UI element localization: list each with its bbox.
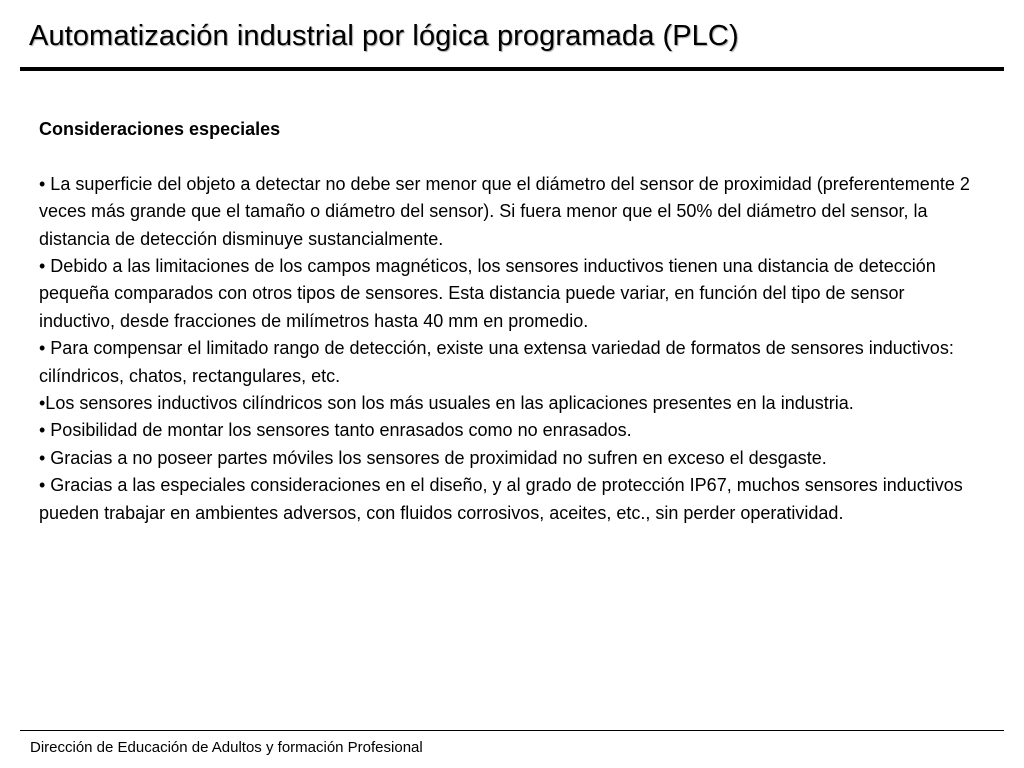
footer-text: Dirección de Educación de Adultos y formación Profesional [30,739,423,756]
bullet-paragraph: • Debido a las limitaciones de los campos magnéticos, los sensores inductivos tienen una distancia de detección pequeña comparados con otros tipos de sensores. Esta distancia puede variar, en función del tipo de sensor inductivo, desde fracciones de milímetros hasta 40 mm en promedio. [39,256,936,331]
footer-divider [20,730,1004,731]
bullet-paragraph: • Gracias a las especiales consideraciones en el diseño, y al grado de protección IP67, muchos sensores inductivos pueden trabajar en ambientes adversos, con fluidos corrosivos, aceites, etc., sin perder operatividad. [39,475,963,523]
slide-body [39,116,984,527]
bullet-paragraph: • Posibilidad de montar los sensores tanto enrasados como no enrasados. [39,420,632,441]
section-heading: Consideraciones especiales [39,119,281,139]
bullet-paragraph: • Para compensar el limitado rango de detección, existe una extensa variedad de formatos de sensores inductivos: cilíndricos, chatos, rectangulares, etc. [39,338,954,386]
bullet-paragraph: •Los sensores inductivos cilíndricos son los más usuales en las aplicaciones presentes en la industria. [39,393,854,414]
slide-title: Automatización industrial por lógica programada (PLC) [29,20,739,52]
bullet-paragraph: • La superficie del objeto a detectar no debe ser menor que el diámetro del sensor de proximidad (preferentemente 2 veces más grande que el tamaño o diámetro del sensor). Si fuera menor que el 50% del diámetro del sensor, la distancia de detección disminuye sustancialmente. [39,173,970,249]
bullet-paragraph: • Gracias a no poseer partes móviles los sensores de proximidad no sufren en exceso el desgaste. [39,447,827,468]
blank-line [39,143,984,170]
title-divider [20,67,1004,71]
